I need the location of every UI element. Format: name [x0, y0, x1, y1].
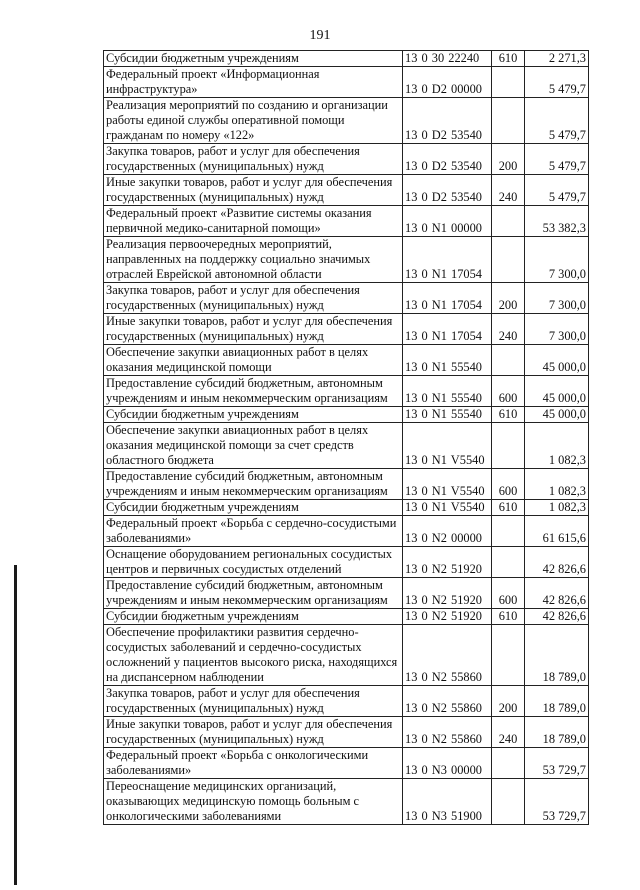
page-number: 191	[309, 28, 331, 43]
row-name-cell: Федеральный проект «Развитие системы оказания первичной медико-санитарной помощи»	[104, 206, 403, 237]
row-amount-cell: 53 729,7	[525, 779, 589, 825]
table-row	[104, 748, 589, 779]
row-code-cell: 13 0 N2 51920	[403, 609, 492, 625]
table-row	[104, 98, 589, 144]
table-row	[104, 237, 589, 283]
row-expense-type-cell: 610	[492, 407, 525, 423]
row-amount-cell: 7 300,0	[525, 314, 589, 345]
row-code-cell: 13 0 N1 17054	[403, 237, 492, 283]
row-name-cell: Субсидии бюджетным учреждениям	[104, 407, 403, 423]
row-expense-type-cell	[492, 67, 525, 98]
row-expense-type-cell: 600	[492, 578, 525, 609]
row-amount-cell: 1 082,3	[525, 500, 589, 516]
table-row	[104, 314, 589, 345]
table-row	[104, 206, 589, 237]
row-code-cell: 13 0 N1 55540	[403, 376, 492, 407]
row-name-cell: Предоставление субсидий бюджетным, автономным учреждениям и иным некоммерческим организациям	[104, 578, 403, 609]
row-code-cell: 13 0 D2 53540	[403, 144, 492, 175]
row-expense-type-cell: 200	[492, 283, 525, 314]
row-expense-type-cell	[492, 779, 525, 825]
row-amount-cell: 18 789,0	[525, 717, 589, 748]
row-expense-type-cell	[492, 748, 525, 779]
row-amount-cell: 1 082,3	[525, 423, 589, 469]
row-expense-type-cell	[492, 98, 525, 144]
row-expense-type-cell	[492, 345, 525, 376]
row-name-cell: Переоснащение медицинских организаций, оказывающих медицинскую помощь больным с онкологическими заболеваниями	[104, 779, 403, 825]
row-expense-type-cell	[492, 547, 525, 578]
table-row	[104, 625, 589, 686]
row-code-cell: 13 0 N1 55540	[403, 407, 492, 423]
table-row	[104, 469, 589, 500]
row-expense-type-cell: 240	[492, 175, 525, 206]
row-amount-cell: 45 000,0	[525, 376, 589, 407]
row-amount-cell: 61 615,6	[525, 516, 589, 547]
row-name-cell: Федеральный проект «Борьба с сердечно-сосудистыми заболеваниями»	[104, 516, 403, 547]
table-row	[104, 407, 589, 423]
row-name-cell: Закупка товаров, работ и услуг для обеспечения государственных (муниципальных) нужд	[104, 283, 403, 314]
row-name-cell: Оснащение оборудованием региональных сосудистых центров и первичных сосудистых отделений	[104, 547, 403, 578]
row-expense-type-cell: 240	[492, 717, 525, 748]
row-name-cell: Субсидии бюджетным учреждениям	[104, 51, 403, 67]
budget-table-body	[104, 51, 589, 825]
row-expense-type-cell: 600	[492, 376, 525, 407]
row-name-cell: Федеральный проект «Борьба с онкологическими заболеваниями»	[104, 748, 403, 779]
row-code-cell: 13 0 D2 53540	[403, 175, 492, 206]
row-amount-cell: 53 729,7	[525, 748, 589, 779]
row-code-cell: 13 0 N1 17054	[403, 283, 492, 314]
row-amount-cell: 2 271,3	[525, 51, 589, 67]
row-amount-cell: 45 000,0	[525, 345, 589, 376]
table-row	[104, 376, 589, 407]
row-code-cell: 13 0 D2 00000	[403, 67, 492, 98]
row-code-cell: 13 0 N3 51900	[403, 779, 492, 825]
row-code-cell: 13 0 N2 55860	[403, 625, 492, 686]
row-name-cell: Субсидии бюджетным учреждениям	[104, 609, 403, 625]
table-row	[104, 578, 589, 609]
row-code-cell: 13 0 N1 00000	[403, 206, 492, 237]
row-amount-cell: 7 300,0	[525, 283, 589, 314]
row-amount-cell: 42 826,6	[525, 578, 589, 609]
row-code-cell: 13 0 N2 51920	[403, 547, 492, 578]
row-code-cell: 13 0 N2 51920	[403, 578, 492, 609]
row-expense-type-cell	[492, 423, 525, 469]
row-name-cell: Субсидии бюджетным учреждениям	[104, 500, 403, 516]
row-amount-cell: 7 300,0	[525, 237, 589, 283]
row-expense-type-cell: 200	[492, 144, 525, 175]
row-code-cell: 13 0 N1 V5540	[403, 500, 492, 516]
row-name-cell: Предоставление субсидий бюджетным, автономным учреждениям и иным некоммерческим организациям	[104, 469, 403, 500]
row-name-cell: Закупка товаров, работ и услуг для обеспечения государственных (муниципальных) нужд	[104, 144, 403, 175]
table-row	[104, 609, 589, 625]
row-name-cell: Иные закупки товаров, работ и услуг для обеспечения государственных (муниципальных) нужд	[104, 314, 403, 345]
table-row	[104, 283, 589, 314]
row-name-cell: Реализация мероприятий по созданию и организации работы единой службы оперативной помощи гражданам по номеру «122»	[104, 98, 403, 144]
table-row	[104, 500, 589, 516]
row-code-cell: 13 0 N3 00000	[403, 748, 492, 779]
row-code-cell: 13 0 N1 17054	[403, 314, 492, 345]
row-amount-cell: 42 826,6	[525, 609, 589, 625]
row-code-cell: 13 0 N2 55860	[403, 717, 492, 748]
row-amount-cell: 1 082,3	[525, 469, 589, 500]
row-expense-type-cell	[492, 516, 525, 547]
row-expense-type-cell: 610	[492, 51, 525, 67]
row-expense-type-cell	[492, 206, 525, 237]
row-name-cell: Обеспечение закупки авиационных работ в целях оказания медицинской помощи за счет средств областного бюджета	[104, 423, 403, 469]
table-row	[104, 144, 589, 175]
table-row	[104, 51, 589, 67]
table-row	[104, 779, 589, 825]
row-name-cell: Реализация первоочередных мероприятий, направленных на поддержку социально значимых отраслей Еврейской автономной области	[104, 237, 403, 283]
row-name-cell: Закупка товаров, работ и услуг для обеспечения государственных (муниципальных) нужд	[104, 686, 403, 717]
row-expense-type-cell: 610	[492, 609, 525, 625]
row-expense-type-cell: 240	[492, 314, 525, 345]
row-name-cell: Иные закупки товаров, работ и услуг для обеспечения государственных (муниципальных) нужд	[104, 175, 403, 206]
row-amount-cell: 5 479,7	[525, 98, 589, 144]
row-amount-cell: 5 479,7	[525, 175, 589, 206]
row-code-cell: 13 0 N1 V5540	[403, 423, 492, 469]
row-name-cell: Обеспечение закупки авиационных работ в целях оказания медицинской помощи	[104, 345, 403, 376]
row-code-cell: 13 0 N1 V5540	[403, 469, 492, 500]
row-amount-cell: 5 479,7	[525, 144, 589, 175]
table-row	[104, 717, 589, 748]
row-code-cell: 13 0 N1 55540	[403, 345, 492, 376]
table-row	[104, 686, 589, 717]
table-row	[104, 423, 589, 469]
row-amount-cell: 5 479,7	[525, 67, 589, 98]
row-expense-type-cell	[492, 237, 525, 283]
budget-table	[103, 50, 589, 825]
row-code-cell: 13 0 N2 00000	[403, 516, 492, 547]
row-amount-cell: 53 382,3	[525, 206, 589, 237]
row-amount-cell: 45 000,0	[525, 407, 589, 423]
row-name-cell: Обеспечение профилактики развития сердечно-сосудистых заболеваний и сердечно-сосудистых осложнений у пациентов высокого риска, находящихся на диспансерном наблюдении	[104, 625, 403, 686]
row-code-cell: 13 0 N2 55860	[403, 686, 492, 717]
binding-margin-line	[14, 565, 17, 885]
row-expense-type-cell: 200	[492, 686, 525, 717]
row-expense-type-cell: 610	[492, 500, 525, 516]
row-name-cell: Федеральный проект «Информационная инфраструктура»	[104, 67, 403, 98]
table-row	[104, 345, 589, 376]
row-expense-type-cell	[492, 625, 525, 686]
row-code-cell: 13 0 D2 53540	[403, 98, 492, 144]
row-amount-cell: 42 826,6	[525, 547, 589, 578]
row-name-cell: Предоставление субсидий бюджетным, автономным учреждениям и иным некоммерческим организациям	[104, 376, 403, 407]
row-code-cell: 13 0 30 22240	[403, 51, 492, 67]
row-amount-cell: 18 789,0	[525, 625, 589, 686]
row-name-cell: Иные закупки товаров, работ и услуг для обеспечения государственных (муниципальных) нужд	[104, 717, 403, 748]
table-row	[104, 547, 589, 578]
table-row	[104, 67, 589, 98]
table-row	[104, 175, 589, 206]
table-row	[104, 516, 589, 547]
row-amount-cell: 18 789,0	[525, 686, 589, 717]
row-expense-type-cell: 600	[492, 469, 525, 500]
